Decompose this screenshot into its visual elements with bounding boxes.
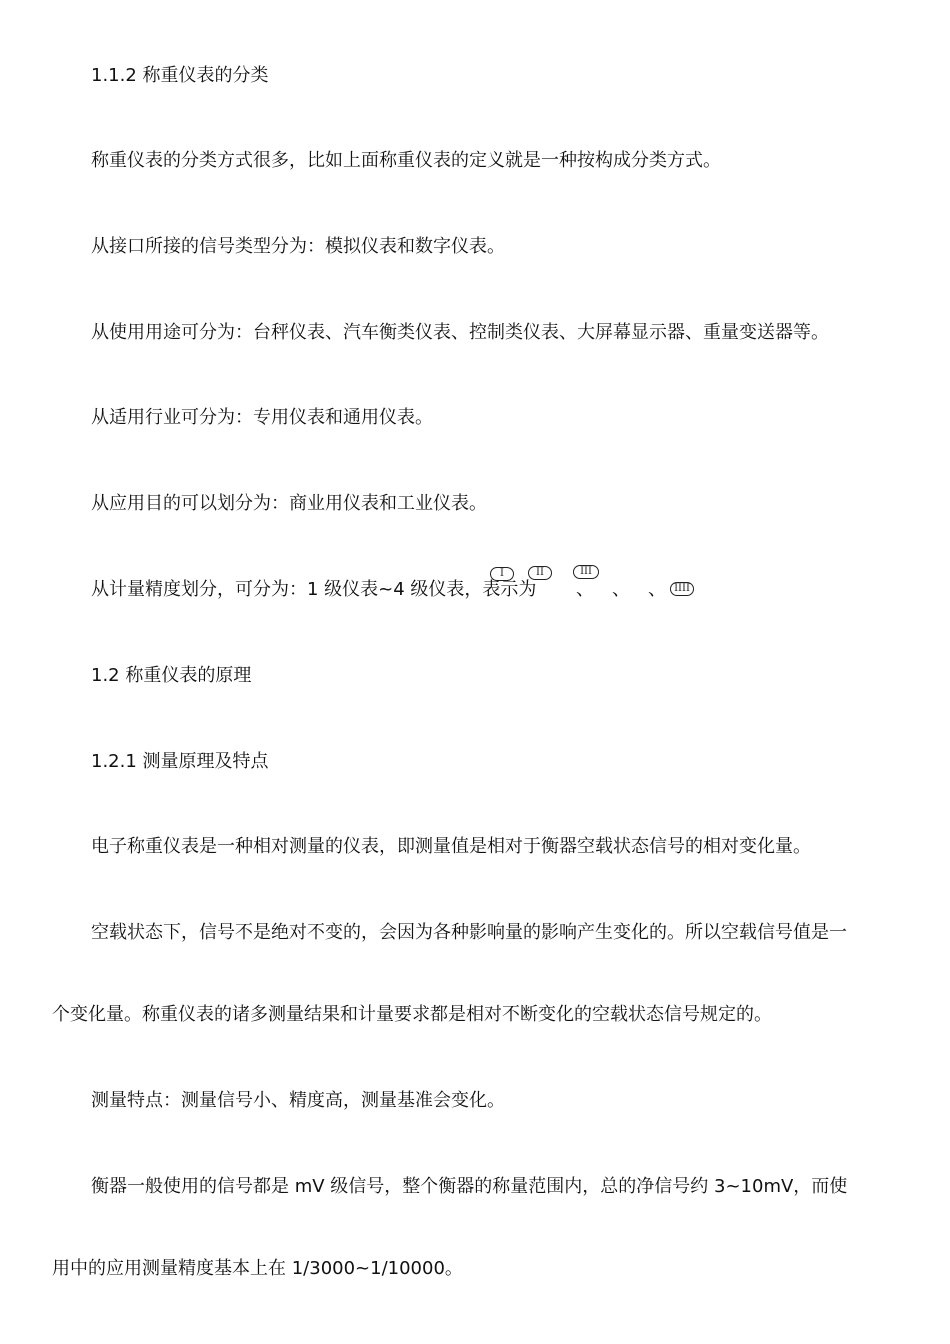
paragraph-line: 用中的应用测量精度基本上在 1/3000~1/10000。 [52, 1258, 463, 1279]
paragraph-line: 测量特点：测量信号小、精度高，测量基准会变化。 [91, 1090, 505, 1111]
paragraph-line: 电子称重仪表是一种相对测量的仪表，即测量值是相对于衡器空载状态信号的相对变化量。 [91, 836, 811, 857]
paragraph-line: 称重仪表的分类方式很多，比如上面称重仪表的定义就是一种按构成分类方式。 [91, 150, 721, 171]
paragraph-line: 从计量精度划分，可分为：1 级仪表~4 级仪表，表示为 [91, 579, 537, 600]
paragraph-line: 从使用用途可分为：台秤仪表、汽车衡类仪表、控制类仪表、大屏幕显示器、重量变送器等。 [91, 322, 829, 343]
paragraph-line: 个变化量。称重仪表的诸多测量结果和计量要求都是相对不断变化的空载状态信号规定的。 [52, 1004, 772, 1025]
accuracy-class-ii-mark: II [528, 566, 552, 580]
section-heading-1-1-2: 1.1.2 称重仪表的分类 [91, 65, 269, 86]
paragraph-line: 衡器一般使用的信号都是 mV 级信号，整个衡器的称量范围内，总的净信号约 3~10mV，而使 [91, 1176, 848, 1197]
mark-separator: 、 [612, 579, 630, 600]
accuracy-class-iii-mark: III [573, 565, 599, 579]
paragraph-line: 从接口所接的信号类型分为：模拟仪表和数字仪表。 [91, 236, 505, 257]
section-heading-1-2: 1.2 称重仪表的原理 [91, 665, 252, 686]
section-heading-1-2-1: 1.2.1 测量原理及特点 [91, 751, 269, 772]
paragraph-line: 从应用目的可以划分为：商业用仪表和工业仪表。 [91, 493, 487, 514]
mark-separator: 、 [576, 579, 594, 600]
paragraph-line: 从适用行业可分为：专用仪表和通用仪表。 [91, 407, 433, 428]
paragraph-line: 空载状态下，信号不是绝对不变的，会因为各种影响量的影响产生变化的。所以空载信号值是一 [91, 922, 847, 943]
accuracy-class-iiii-mark: IIII [670, 582, 694, 596]
mark-separator: 、 [648, 579, 666, 600]
accuracy-class-i-mark: I [490, 567, 514, 581]
